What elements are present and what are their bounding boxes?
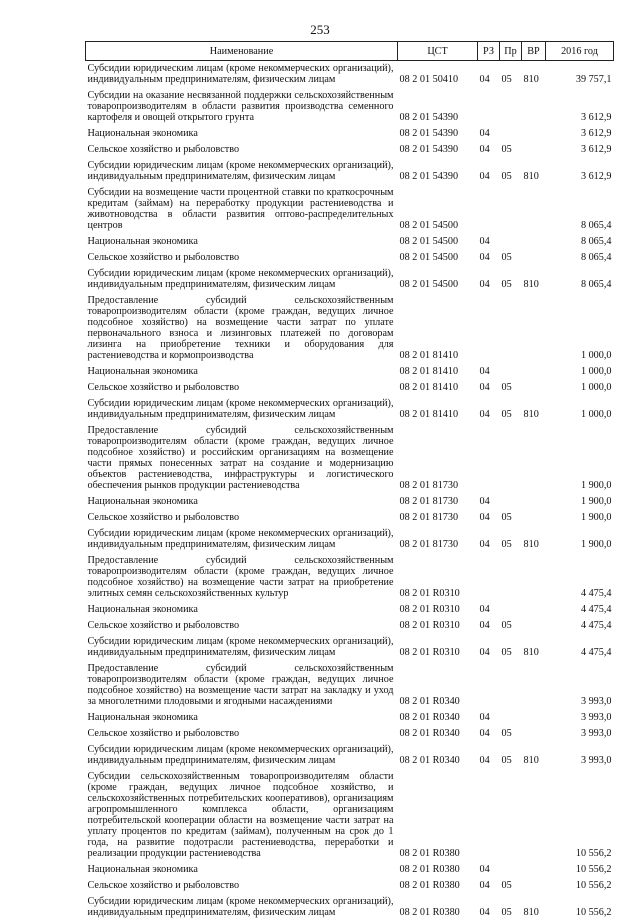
table-row — [86, 234, 614, 250]
cell-rz: 04 — [479, 279, 490, 290]
cell-csr: 08 2 01 81410 — [399, 409, 459, 420]
cell-rz: 04 — [479, 604, 490, 615]
cell-csr: 08 2 01 81730 — [399, 512, 459, 523]
cell-amt: 3 612,9 — [580, 171, 612, 182]
table-row — [86, 553, 614, 602]
cell-pr — [500, 494, 522, 510]
cell-amt: 1 900,0 — [580, 512, 612, 523]
cell-rz: 04 — [479, 620, 490, 631]
cell-vr — [522, 494, 546, 510]
cell-rz — [478, 293, 500, 364]
cell-name: Сельское хозяйство и рыболовство — [87, 880, 240, 891]
cell-rz: 04 — [479, 144, 490, 155]
cell-rz — [478, 185, 500, 234]
cell-vr: 810 — [523, 755, 539, 766]
cell-amt: 4 475,4 — [580, 588, 612, 599]
cell-amt: 3 993,0 — [580, 712, 612, 723]
cell-csr: 08 2 01 54390 — [399, 112, 459, 123]
cell-csr: 08 2 01 54500 — [399, 279, 459, 290]
cell-amt: 8 065,4 — [580, 279, 612, 290]
header-year: 2016 год — [546, 42, 614, 61]
table-row — [86, 878, 614, 894]
table-row — [86, 423, 614, 494]
cell-pr: 05 — [501, 382, 512, 393]
header-name: Наименование — [86, 42, 398, 61]
cell-pr — [500, 234, 522, 250]
cell-name: Предоставление субсидий сельскохозяйственным товаропроизводителям области (кроме граждан, ведущих личное подсобное хозяйство) на возмещение части затрат на приобретение элитных семян сельскохозяйственных культур — [87, 555, 394, 599]
cell-csr: 08 2 01 54390 — [399, 144, 459, 155]
cell-amt: 8 065,4 — [580, 252, 612, 263]
cell-csr: 08 2 01 R0380 — [399, 848, 460, 859]
cell-name: Субсидии юридическим лицам (кроме некоммерческих организаций), индивидуальным предпринимателям, физическим лицам — [87, 63, 394, 85]
cell-csr: 08 2 01 R0340 — [399, 696, 460, 707]
cell-vr — [522, 878, 546, 894]
table-row — [86, 364, 614, 380]
table-row — [86, 396, 614, 423]
table-row — [86, 88, 614, 126]
header-rz: РЗ — [478, 42, 500, 61]
cell-pr — [500, 126, 522, 142]
cell-vr — [522, 726, 546, 742]
cell-amt: 10 556,2 — [575, 907, 612, 918]
cell-amt: 3 612,9 — [580, 128, 612, 139]
table-row — [86, 266, 614, 293]
cell-csr: 08 2 01 R0310 — [399, 620, 460, 631]
cell-pr — [500, 710, 522, 726]
cell-amt: 1 000,0 — [580, 350, 612, 361]
page-number: 253 — [310, 22, 330, 37]
cell-vr — [522, 142, 546, 158]
cell-rz: 04 — [479, 236, 490, 247]
table-row — [86, 185, 614, 234]
table-row — [86, 661, 614, 710]
cell-csr: 08 2 01 R0340 — [399, 728, 460, 739]
cell-csr: 08 2 01 81410 — [399, 350, 459, 361]
table-row — [86, 142, 614, 158]
table-row — [86, 126, 614, 142]
cell-amt: 1 900,0 — [580, 496, 612, 507]
cell-name: Субсидии юридическим лицам (кроме некоммерческих организаций), индивидуальным предпринимателям, физическим лицам — [87, 744, 394, 766]
cell-csr: 08 2 01 R0380 — [399, 864, 460, 875]
cell-rz: 04 — [479, 496, 490, 507]
cell-amt: 8 065,4 — [580, 220, 612, 231]
cell-pr — [500, 88, 522, 126]
cell-vr: 810 — [523, 539, 539, 550]
table-row — [86, 510, 614, 526]
cell-rz: 04 — [479, 252, 490, 263]
cell-pr: 05 — [501, 647, 512, 658]
cell-rz — [478, 553, 500, 602]
cell-name: Субсидии юридическим лицам (кроме некоммерческих организаций), индивидуальным предпринимателям, физическим лицам — [87, 160, 394, 182]
cell-amt: 4 475,4 — [580, 620, 612, 631]
table-row — [86, 61, 614, 89]
table-row — [86, 380, 614, 396]
cell-name: Национальная экономика — [87, 128, 198, 139]
cell-amt: 3 612,9 — [580, 112, 612, 123]
cell-pr — [500, 769, 522, 862]
cell-rz: 04 — [479, 539, 490, 550]
cell-csr: 08 2 01 81410 — [399, 366, 459, 377]
cell-vr — [522, 710, 546, 726]
cell-name: Национальная экономика — [87, 712, 198, 723]
cell-csr: 08 2 01 R0380 — [399, 907, 460, 918]
cell-vr — [522, 380, 546, 396]
cell-vr — [522, 126, 546, 142]
cell-name: Национальная экономика — [87, 864, 198, 875]
cell-name: Национальная экономика — [87, 236, 198, 247]
cell-name: Национальная экономика — [87, 604, 198, 615]
cell-name: Национальная экономика — [87, 496, 198, 507]
cell-rz: 04 — [479, 366, 490, 377]
cell-vr — [522, 88, 546, 126]
cell-name: Субсидии юридическим лицам (кроме некоммерческих организаций), индивидуальным предпринимателям, физическим лицам — [87, 528, 394, 550]
cell-name: Национальная экономика — [87, 366, 198, 377]
cell-amt: 1 000,0 — [580, 366, 612, 377]
cell-pr: 05 — [501, 539, 512, 550]
table-row — [86, 618, 614, 634]
cell-pr — [500, 553, 522, 602]
cell-amt: 1 000,0 — [580, 382, 612, 393]
cell-amt: 4 475,4 — [580, 604, 612, 615]
cell-vr: 810 — [523, 279, 539, 290]
cell-pr: 05 — [501, 252, 512, 263]
cell-pr: 05 — [501, 279, 512, 290]
table-row — [86, 634, 614, 661]
cell-name: Предоставление субсидий сельскохозяйственным товаропроизводителям области (кроме граждан, ведущих личное подсобное хозяйство) и российским организациям на возмещение части прямых понесенных затрат на создание и модернизацию объектов растениеводства, инфраструктуры и логистического обеспечения рынков продукции растениеводства — [87, 425, 394, 491]
cell-rz: 04 — [479, 864, 490, 875]
cell-name: Сельское хозяйство и рыболовство — [87, 728, 240, 739]
cell-vr: 810 — [523, 409, 539, 420]
cell-csr: 08 2 01 81730 — [399, 539, 459, 550]
cell-rz: 04 — [479, 880, 490, 891]
cell-vr — [522, 250, 546, 266]
cell-rz: 04 — [479, 74, 490, 85]
cell-pr: 05 — [501, 880, 512, 891]
cell-name: Предоставление субсидий сельскохозяйственным товаропроизводителям области (кроме граждан, ведущих личное подсобное хозяйство) на возмещение части затрат по уплате первоначального взноса и лизинговых платежей по договорам лизинга на приобретение техники и оборудования для растениеводства и кормопроизводства — [87, 295, 394, 361]
cell-amt: 1 900,0 — [580, 539, 612, 550]
cell-name: Сельское хозяйство и рыболовство — [87, 382, 240, 393]
table-row — [86, 742, 614, 769]
table-row — [86, 293, 614, 364]
cell-rz: 04 — [479, 907, 490, 918]
cell-csr: 08 2 01 R0310 — [399, 588, 460, 599]
cell-vr — [522, 364, 546, 380]
cell-pr — [500, 364, 522, 380]
cell-vr — [522, 618, 546, 634]
cell-csr: 08 2 01 54390 — [399, 171, 459, 182]
cell-vr — [522, 769, 546, 862]
cell-name: Предоставление субсидий сельскохозяйственным товаропроизводителям области (кроме граждан, ведущих личное подсобное хозяйство) на возмещение части затрат на закладку и уход за многолетними плодовыми и ягодными насаждениями — [87, 663, 394, 707]
cell-vr: 810 — [523, 171, 539, 182]
cell-pr — [500, 293, 522, 364]
table-row — [86, 158, 614, 185]
cell-csr: 08 2 01 R0310 — [399, 604, 460, 615]
table-row — [86, 710, 614, 726]
cell-rz: 04 — [479, 171, 490, 182]
table-row — [86, 526, 614, 553]
cell-pr — [500, 423, 522, 494]
cell-name: Субсидии юридическим лицам (кроме некоммерческих организаций), индивидуальным предпринимателям, физическим лицам — [87, 398, 394, 420]
cell-vr — [522, 185, 546, 234]
table-row — [86, 862, 614, 878]
cell-name: Субсидии на возмещение части процентной ставки по краткосрочным кредитам (займам) на переработку продукции растениеводства и животноводства в области развития оптово-распределительных центров — [87, 187, 394, 231]
cell-csr: 08 2 01 R0310 — [399, 647, 460, 658]
cell-rz: 04 — [479, 647, 490, 658]
cell-csr: 08 2 01 54390 — [399, 128, 459, 139]
table-row — [86, 494, 614, 510]
cell-pr — [500, 661, 522, 710]
cell-vr — [522, 553, 546, 602]
cell-rz: 04 — [479, 409, 490, 420]
cell-vr — [522, 293, 546, 364]
cell-rz — [478, 769, 500, 862]
cell-pr: 05 — [501, 74, 512, 85]
cell-vr: 810 — [523, 74, 539, 85]
table-row — [86, 769, 614, 862]
cell-csr: 08 2 01 54500 — [399, 220, 459, 231]
table-row — [86, 602, 614, 618]
cell-vr — [522, 423, 546, 494]
cell-name: Сельское хозяйство и рыболовство — [87, 620, 240, 631]
cell-vr — [522, 234, 546, 250]
cell-amt: 1 900,0 — [580, 480, 612, 491]
cell-rz: 04 — [479, 512, 490, 523]
cell-rz: 04 — [479, 728, 490, 739]
cell-amt: 8 065,4 — [580, 236, 612, 247]
cell-amt: 3 993,0 — [580, 728, 612, 739]
cell-pr — [500, 602, 522, 618]
cell-csr: 08 2 01 R0340 — [399, 755, 460, 766]
cell-amt: 10 556,2 — [575, 880, 612, 891]
cell-csr: 08 2 01 81410 — [399, 382, 459, 393]
cell-vr: 810 — [523, 907, 539, 918]
cell-pr: 05 — [501, 144, 512, 155]
cell-rz — [478, 423, 500, 494]
cell-amt: 3 993,0 — [580, 696, 612, 707]
table-row — [86, 726, 614, 742]
header-vr: ВР — [522, 42, 546, 61]
cell-rz — [478, 88, 500, 126]
cell-csr: 08 2 01 54500 — [399, 252, 459, 263]
cell-vr — [522, 862, 546, 878]
cell-rz: 04 — [479, 128, 490, 139]
table-row — [86, 250, 614, 266]
table-row — [86, 894, 614, 921]
cell-rz: 04 — [479, 712, 490, 723]
table-header-row — [86, 42, 614, 61]
cell-name: Субсидии юридическим лицам (кроме некоммерческих организаций), индивидуальным предпринимателям, физическим лицам — [87, 636, 394, 658]
cell-name: Сельское хозяйство и рыболовство — [87, 512, 240, 523]
cell-vr — [522, 661, 546, 710]
cell-pr: 05 — [501, 512, 512, 523]
cell-pr: 05 — [501, 620, 512, 631]
cell-pr: 05 — [501, 171, 512, 182]
cell-pr: 05 — [501, 907, 512, 918]
cell-csr: 08 2 01 50410 — [399, 74, 459, 85]
budget-table — [85, 41, 614, 921]
cell-rz — [478, 661, 500, 710]
cell-name: Субсидии на оказание несвязанной поддержки сельскохозяйственным товаропроизводителям в области развития производства семенного картофеля и овощей открытого грунта — [87, 90, 394, 123]
header-pr: Пр — [500, 42, 522, 61]
cell-name: Сельское хозяйство и рыболовство — [87, 144, 240, 155]
cell-vr: 810 — [523, 647, 539, 658]
cell-amt: 39 757,1 — [575, 74, 612, 85]
cell-amt: 3 993,0 — [580, 755, 612, 766]
cell-amt: 10 556,2 — [575, 864, 612, 875]
cell-name: Субсидии юридическим лицам (кроме некоммерческих организаций), индивидуальным предпринимателям, физическим лицам — [87, 896, 394, 918]
cell-amt: 1 000,0 — [580, 409, 612, 420]
cell-name: Субсидии юридическим лицам (кроме некоммерческих организаций), индивидуальным предпринимателям, физическим лицам — [87, 268, 394, 290]
cell-amt: 3 612,9 — [580, 144, 612, 155]
cell-name: Сельское хозяйство и рыболовство — [87, 252, 240, 263]
cell-csr: 08 2 01 R0340 — [399, 712, 460, 723]
cell-vr — [522, 510, 546, 526]
header-csr: ЦСТ — [398, 42, 478, 61]
cell-pr: 05 — [501, 728, 512, 739]
cell-csr: 08 2 01 81730 — [399, 480, 459, 491]
cell-amt: 10 556,2 — [575, 848, 612, 859]
cell-pr: 05 — [501, 409, 512, 420]
cell-csr: 08 2 01 81730 — [399, 496, 459, 507]
cell-csr: 08 2 01 54500 — [399, 236, 459, 247]
cell-pr — [500, 862, 522, 878]
cell-pr: 05 — [501, 755, 512, 766]
cell-csr: 08 2 01 R0380 — [399, 880, 460, 891]
cell-vr — [522, 602, 546, 618]
cell-rz: 04 — [479, 755, 490, 766]
cell-name: Субсидии сельскохозяйственным товаропроизводителям области (кроме граждан, ведущих личное подсобное хозяйство, и сельскохозяйственных потребительских кооперативов), организациям агропромышленного комплекса области, организациям потребительской кооперации области на возмещение части затрат на уплату процентов по кредитам (займам), полученным на срок до 1 года, на развитие подотрасли растениеводства, переработки и реализации продукции растениеводства — [87, 771, 394, 859]
cell-amt: 4 475,4 — [580, 647, 612, 658]
cell-pr — [500, 185, 522, 234]
cell-rz: 04 — [479, 382, 490, 393]
